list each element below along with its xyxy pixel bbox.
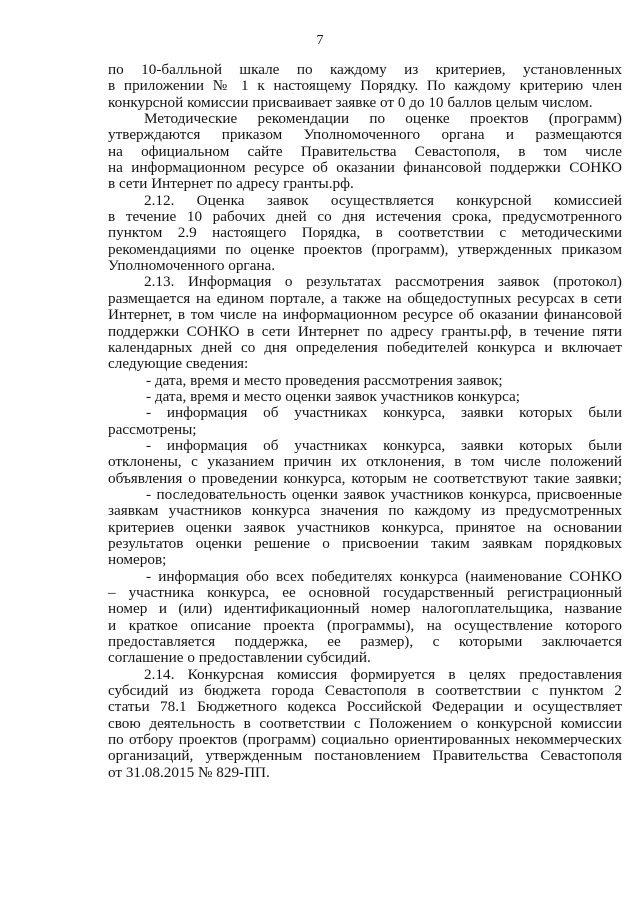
- text-line: 2.14. Конкурсная комиссия формируется в целях предоставления: [144, 665, 622, 683]
- text-line: на информационном ресурсе об оказании финансовой поддержки СОНКО: [108, 159, 622, 177]
- text-line: - информация об участниках конкурса, заявки которых были: [146, 436, 622, 454]
- text-line: свою деятельность в соответствии с Положением о конкурсной комиссии: [108, 714, 622, 732]
- text-line: по 10-балльной шкале по каждому из критериев, установленных: [108, 61, 622, 78]
- text-line: Уполномоченного органа.: [108, 257, 276, 275]
- text-line: Методические рекомендации по оценке проектов (программ): [144, 110, 622, 128]
- text-line: рекомендациями по оценке проектов (программ), утвержденных приказом: [108, 240, 622, 258]
- text-line: предоставляется поддержка, ее размер), с которыми заключается: [108, 633, 622, 651]
- text-line: пунктом 2.9 настоящего Порядка, в соответствии с методическими: [108, 224, 622, 242]
- text-line: на официальном сайте Правительства Севастополя, в том числе: [108, 142, 622, 160]
- text-line: номеров;: [108, 551, 167, 569]
- page-number: 7: [316, 33, 324, 48]
- text-line: статьи 78.1 Бюджетного кодекса Российской Федерации и осуществляет: [108, 698, 622, 716]
- text-line: соглашение о предоставлении субсидий.: [108, 649, 371, 667]
- text-line: отклонены, с указанием причин их отклонения, в том числе положений: [108, 453, 622, 471]
- text-line: 2.12. Оценка заявок осуществляется конкурсной комиссией: [144, 191, 622, 209]
- text-line: в приложении № 1 к настоящему Порядку. По каждому критерию член: [108, 77, 622, 95]
- text-line: конкурсной комиссии присваивает заявке от 0 до 10 баллов целым числом.: [108, 93, 593, 111]
- text-line: по отбору проектов (программ) социально ориентированных некоммерческих: [108, 731, 622, 749]
- document-body: [108, 62, 622, 781]
- text-line: - последовательность оценки заявок участников конкурса, присвоенные: [146, 485, 622, 503]
- text-line: в сети Интернет по адресу гранты.рф.: [108, 175, 354, 193]
- text-line: номер и (или) идентификационный номер налогоплательщика, название: [108, 600, 622, 618]
- text-line: – участника конкурса, ее основной государственный регистрационный: [108, 584, 622, 601]
- text-line: - дата, время и место проведения рассмотрения заявок;: [146, 371, 503, 389]
- text-line: организаций, утвержденным постановлением Правительства Севастополя: [108, 747, 622, 765]
- text-line: заявкам участников конкурса значения по каждому из предусмотренных: [108, 502, 622, 520]
- text-line: рассмотрены;: [108, 420, 197, 438]
- text-line: результатов оценки решение о присвоении таким заявкам порядковых: [108, 534, 622, 552]
- text-line: субсидий из бюджета города Севастополя в соответствии с пунктом 2: [108, 682, 622, 700]
- text-line: Интернет, в том числе на информационном ресурсе об оказании финансовой: [108, 306, 622, 324]
- text-line: календарных дней со дня определения победителей конкурса и включает: [108, 338, 622, 356]
- text-line: следующие сведения:: [108, 355, 249, 373]
- text-line: размещается на едином портале, а также на общедоступных ресурсах в сети: [108, 289, 622, 307]
- text-line: - информация обо всех победителях конкурса (наименование СОНКО: [146, 567, 622, 585]
- text-line: в течение 10 рабочих дней со дня истечения срока, предусмотренного: [108, 208, 622, 226]
- text-line: утверждаются приказом Уполномоченного органа и размещаются: [108, 126, 622, 144]
- text-line: 2.13. Информация о результатах рассмотрения заявок (протокол): [144, 273, 622, 291]
- text-line: критериев оценки заявок участников конкурса, принятое на основании: [108, 518, 622, 536]
- text-line: поддержки СОНКО в сети Интернет по адресу гранты.рф, в течение пяти: [108, 322, 622, 340]
- text-line: - дата, время и место оценки заявок участников конкурса;: [146, 387, 521, 405]
- text-line: от 31.08.2015 № 829-ПП.: [108, 763, 270, 781]
- text-line: объявления о проведении конкурса, которым не соответствуют такие заявки;: [108, 469, 622, 487]
- text-line: - информация об участниках конкурса, заявки которых были: [146, 404, 622, 422]
- text-line: и краткое описание проекта (программы), на осуществление которого: [108, 616, 622, 634]
